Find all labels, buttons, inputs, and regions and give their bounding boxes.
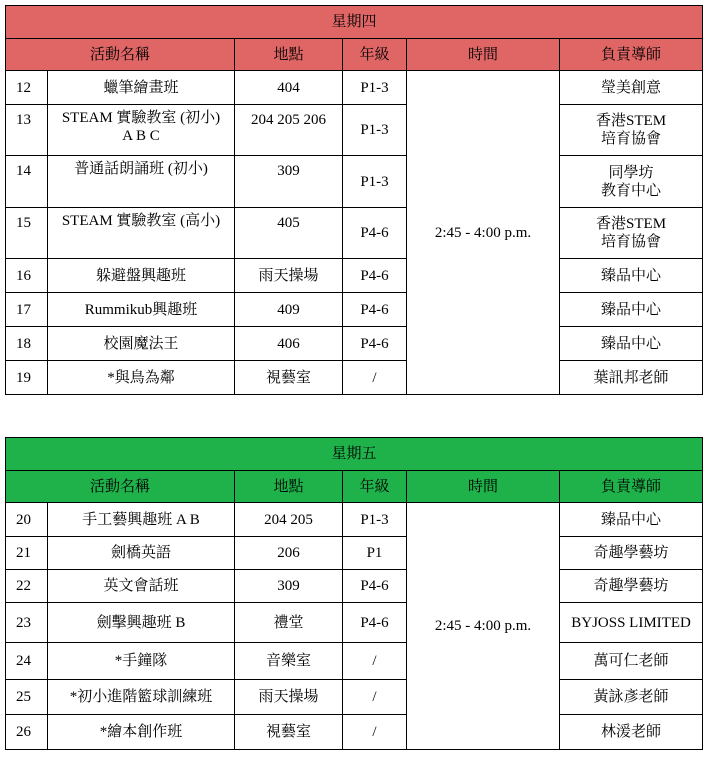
table-row: [6, 156, 703, 208]
col-activity-header: 活動名稱: [6, 471, 235, 503]
table-row: [6, 259, 703, 293]
col-location-header: 地點: [235, 471, 343, 503]
time-slot: 2:45 - 4:00 p.m.: [407, 71, 560, 395]
instructor: [560, 503, 703, 537]
location: 視藝室: [235, 715, 343, 750]
activity-name: [48, 71, 235, 105]
table-row: [6, 503, 703, 537]
row-number: 20: [6, 503, 48, 537]
grade: /: [343, 680, 407, 715]
table-row: [6, 293, 703, 327]
instructor: [560, 643, 703, 680]
activity-name-line: 普通話朗誦班 (初小): [74, 161, 208, 177]
instructor-line: BYJOSS LIMITED: [571, 614, 691, 631]
activity-name: [48, 643, 235, 680]
location: 禮堂: [235, 603, 343, 643]
thursday-schedule-table: [5, 5, 703, 395]
row-number: 16: [6, 259, 48, 293]
instructor-line: 葉訊邦老師: [593, 369, 669, 386]
location: 雨天操場: [235, 259, 343, 293]
instructor: [560, 570, 703, 603]
location: 雨天操場: [235, 680, 343, 715]
activity-name: [48, 105, 235, 156]
grade: P4-6: [343, 259, 407, 293]
time-slot: 2:45 - 4:00 p.m.: [407, 503, 560, 750]
location: 204 205 206: [235, 105, 343, 156]
instructor-line: 奇趣學藝坊: [593, 545, 669, 561]
instructor-line: 臻品中心: [601, 267, 662, 284]
row-number: 18: [6, 327, 48, 361]
activity-name-line: *與鳥為鄰: [107, 369, 175, 386]
activity-name-line: A B C: [122, 128, 160, 144]
instructor: [560, 208, 703, 259]
instructor-line: 林湲老師: [601, 724, 662, 740]
table-row: [6, 537, 703, 570]
grade: P1-3: [343, 105, 407, 156]
row-number: 19: [6, 361, 48, 395]
instructor-line: 奇趣學藝坊: [593, 578, 669, 594]
activity-name: [48, 537, 235, 570]
instructor-line: 臻品中心: [601, 301, 662, 318]
table-row: [6, 71, 703, 105]
instructor-line: 臻品中心: [601, 335, 662, 352]
instructor: [560, 715, 703, 750]
activity-name: [48, 156, 235, 208]
instructor-line: 香港STEM: [596, 216, 667, 232]
instructor-line: 培育協會: [601, 234, 662, 250]
activity-name: [48, 293, 235, 327]
instructor: [560, 537, 703, 570]
table-row: [6, 603, 703, 643]
row-number: 17: [6, 293, 48, 327]
activity-name: [48, 259, 235, 293]
instructor-line: 教育中心: [601, 182, 662, 199]
row-number: 14: [6, 156, 48, 208]
activity-name-line: 躲避盤興趣班: [95, 267, 186, 284]
row-number: 13: [6, 105, 48, 156]
row-number: 23: [6, 603, 48, 643]
grade: P1: [343, 537, 407, 570]
row-number: 26: [6, 715, 48, 750]
activity-name-line: 手工藝興趣班 A B: [82, 511, 200, 528]
instructor-line: 臻品中心: [601, 511, 662, 528]
instructor-line: 同學坊: [608, 164, 654, 181]
row-number: 15: [6, 208, 48, 259]
col-grade-header: 年級: [343, 39, 407, 71]
activity-name-line: *繪本創作班: [99, 724, 183, 740]
activity-name-line: *初小進階籃球訓練班: [69, 689, 213, 705]
activity-name: [48, 603, 235, 643]
grade: P1-3: [343, 71, 407, 105]
activity-name-line: 劍橋英語: [110, 545, 171, 561]
instructor-line: 萬可仁老師: [593, 653, 669, 669]
location: 406: [235, 327, 343, 361]
col-activity-header: 活動名稱: [6, 39, 235, 71]
grade: P4-6: [343, 293, 407, 327]
col-time-header: 時間: [407, 39, 560, 71]
grade: P4-6: [343, 570, 407, 603]
location: 309: [235, 156, 343, 208]
activity-name-line: 蠟筆繪畫班: [103, 79, 179, 96]
col-grade-header: 年級: [343, 471, 407, 503]
grade: P1-3: [343, 503, 407, 537]
location: 視藝室: [235, 361, 343, 395]
location: 405: [235, 208, 343, 259]
activity-name-line: 英文會話班: [103, 578, 179, 594]
location: 音樂室: [235, 643, 343, 680]
table-row: [6, 680, 703, 715]
instructor-line: 培育協會: [601, 131, 662, 147]
instructor: [560, 327, 703, 361]
instructor: [560, 603, 703, 643]
table-row: [6, 208, 703, 259]
instructor: [560, 105, 703, 156]
instructor: [560, 156, 703, 208]
location: 409: [235, 293, 343, 327]
instructor-line: 瑩美創意: [601, 79, 662, 96]
location: 404: [235, 71, 343, 105]
day-header: 星期四: [6, 6, 703, 39]
location: 204 205: [235, 503, 343, 537]
instructor: [560, 293, 703, 327]
day-header: 星期五: [6, 438, 703, 471]
activity-name: [48, 503, 235, 537]
row-number: 12: [6, 71, 48, 105]
activity-name: [48, 680, 235, 715]
instructor-line: 黃詠彥老師: [593, 689, 669, 705]
table-row: [6, 361, 703, 395]
instructor-line: 香港STEM: [596, 113, 667, 129]
row-number: 21: [6, 537, 48, 570]
col-time-header: 時間: [407, 471, 560, 503]
activity-name: [48, 361, 235, 395]
col-location-header: 地點: [235, 39, 343, 71]
location: 309: [235, 570, 343, 603]
instructor: [560, 71, 703, 105]
activity-name-line: STEAM 實驗教室 (高小): [61, 213, 221, 229]
table-row: [6, 643, 703, 680]
activity-name: [48, 570, 235, 603]
grade: /: [343, 361, 407, 395]
table-row: [6, 715, 703, 750]
instructor: [560, 361, 703, 395]
table-row: [6, 327, 703, 361]
grade: /: [343, 715, 407, 750]
activity-name: [48, 327, 235, 361]
instructor: [560, 680, 703, 715]
table-row: [6, 105, 703, 156]
activity-name-line: 校園魔法王: [103, 335, 179, 352]
row-number: 25: [6, 680, 48, 715]
activity-name-line: Rummikub興趣班: [84, 301, 198, 318]
grade: P1-3: [343, 156, 407, 208]
instructor: [560, 259, 703, 293]
row-number: 24: [6, 643, 48, 680]
col-instructor-header: 負責導師: [560, 471, 703, 503]
friday-schedule-table: [5, 437, 703, 750]
table-row: [6, 570, 703, 603]
grade: P4-6: [343, 603, 407, 643]
row-number: 22: [6, 570, 48, 603]
activity-name: [48, 715, 235, 750]
activity-name: [48, 208, 235, 259]
activity-name-line: 劍擊興趣班 B: [96, 614, 186, 631]
col-instructor-header: 負責導師: [560, 39, 703, 71]
grade: P4-6: [343, 327, 407, 361]
grade: P4-6: [343, 208, 407, 259]
activity-name-line: STEAM 實驗教室 (初小): [61, 110, 221, 126]
location: 206: [235, 537, 343, 570]
grade: /: [343, 643, 407, 680]
activity-name-line: *手鐘隊: [114, 653, 168, 669]
